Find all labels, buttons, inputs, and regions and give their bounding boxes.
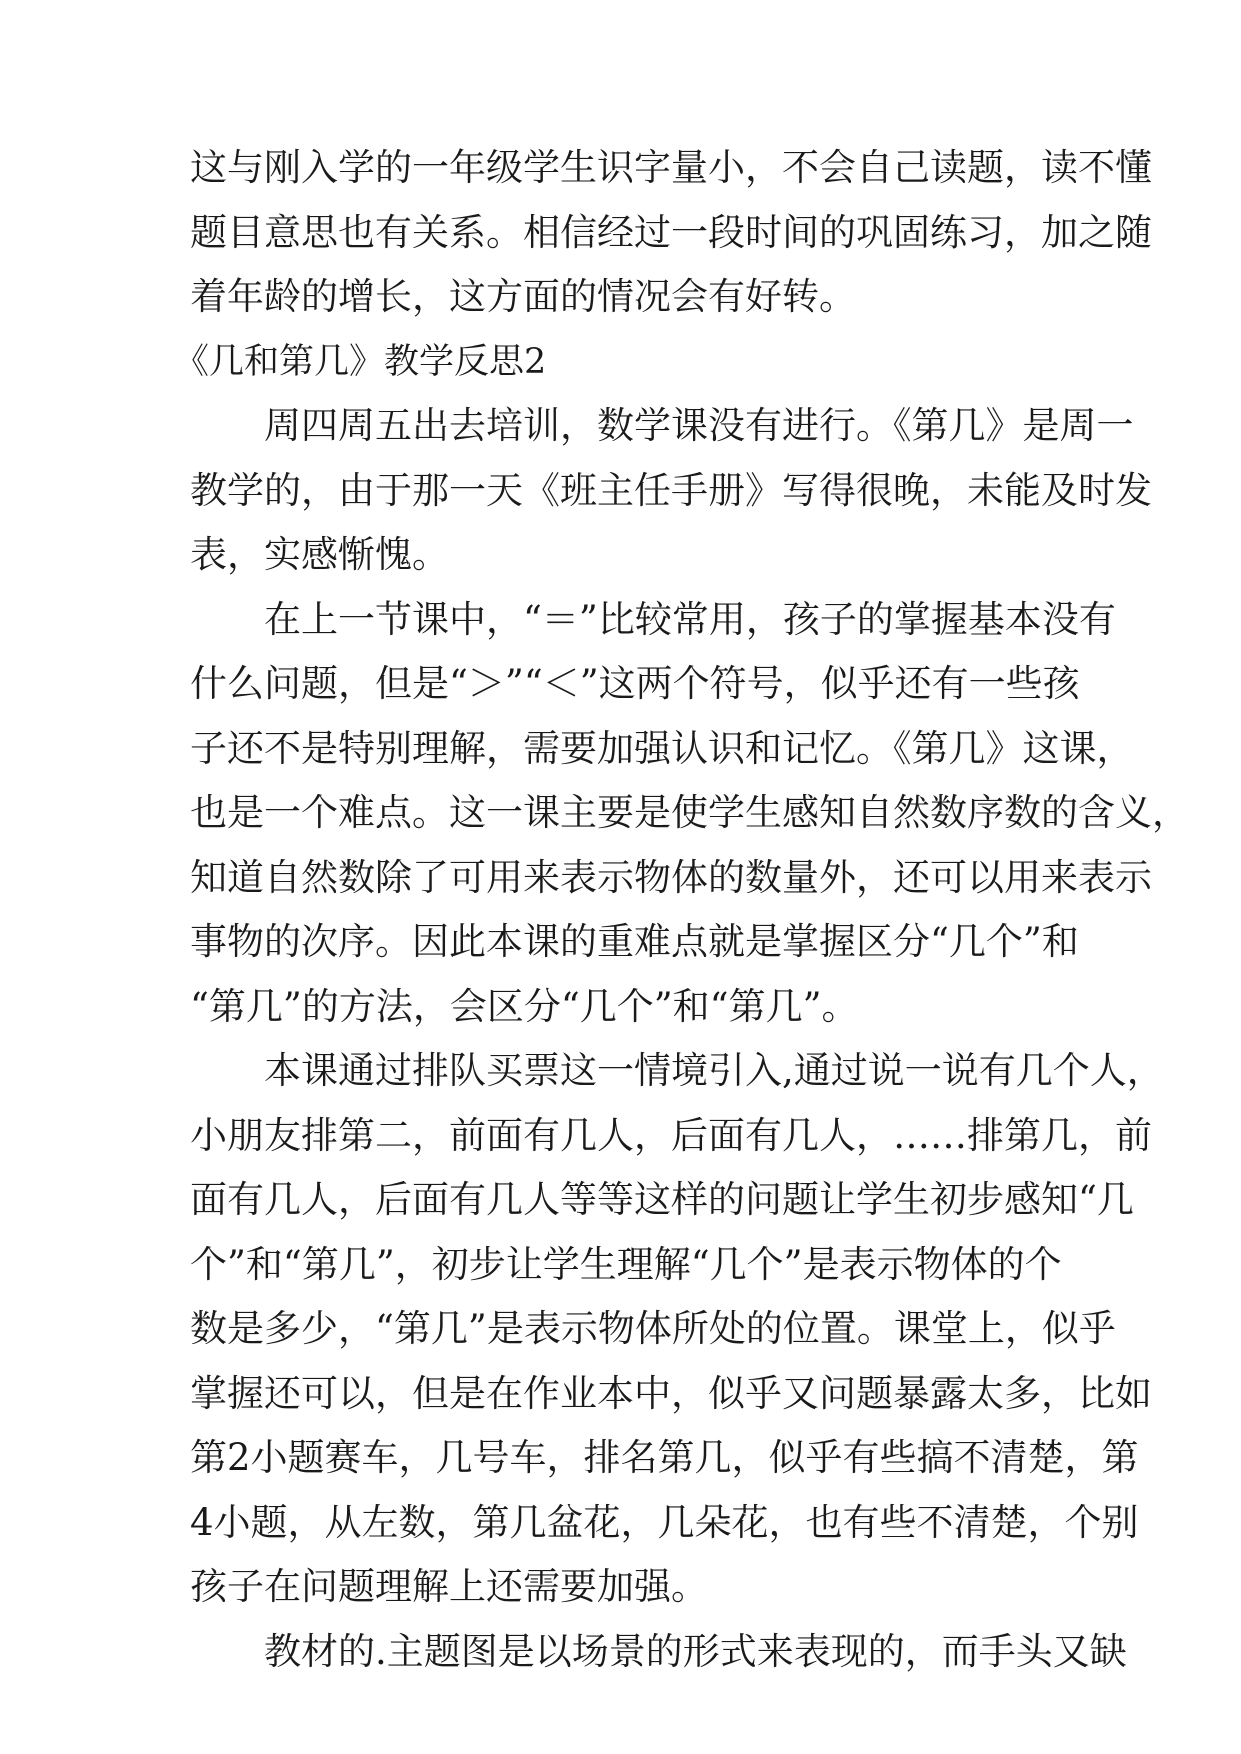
text-line <box>0 911 1241 973</box>
heading-text: 《几和第几》教学反思2 <box>174 341 547 382</box>
line-text: 数是多少，“第几”是表示物体所处的位置。课堂上，似乎 <box>190 1307 1116 1350</box>
line-text: 子还不是特别理解，需要加强认识和记忆。《第几》这课， <box>190 726 1134 770</box>
text-line <box>0 589 1241 651</box>
line-text: 面有几人，后面有几人等等这样的问题让学生初步感知“几 <box>190 1178 1134 1221</box>
line-text: 教学的，由于那一天《班主任手册》写得很晚，未能及时发 <box>190 468 1152 512</box>
line-text: 事物的次序。因此本课的重难点就是掌握区分“几个”和 <box>190 920 1079 963</box>
text-line <box>0 395 1241 457</box>
text-line <box>0 1363 1241 1425</box>
line-text: 掌握还可以，但是在作业本中，似乎又问题暴露太多，比如 <box>190 1371 1152 1415</box>
line-text: 第2小题赛车，几号车，排名第几，似乎有些搞不清楚，第 <box>190 1436 1139 1479</box>
line-text: “第几”的方法，会区分“几个”和“第几”。 <box>190 984 859 1028</box>
line-text: 什么问题，但是“＞”“＜”这两个符号，似乎还有一些孩 <box>190 662 1080 705</box>
text-line <box>0 1040 1241 1102</box>
line-text: 知道自然数除了可用来表示物体的数量外，还可以用来表示 <box>190 855 1152 899</box>
line-text: 周四周五出去培训，数学课没有进行。《第几》是周一 <box>264 404 1134 447</box>
line-text: 孩子在问题理解上还需要加强。 <box>190 1565 708 1608</box>
line-text: 表，实感惭愧。 <box>190 533 449 576</box>
section-heading <box>0 331 1241 393</box>
text-line <box>0 1556 1241 1618</box>
line-text: 也是一个难点。这一课主要是使学生感知自然数序数的含义， <box>190 791 1189 834</box>
text-line <box>0 1427 1241 1489</box>
line-text: 着年龄的增长，这方面的情况会有好转。 <box>190 275 856 318</box>
text-line <box>0 1169 1241 1231</box>
text-line <box>0 718 1241 780</box>
text-line <box>0 460 1241 522</box>
text-line <box>0 202 1241 264</box>
text-line <box>0 1234 1241 1296</box>
line-text: 个”和“第几”，初步让学生理解“几个”是表示物体的个 <box>190 1242 1062 1286</box>
text-line <box>0 653 1241 715</box>
line-text: 本课通过排队买票这一情境引入,通过说一说有几个人， <box>264 1049 1164 1092</box>
line-text: 在上一节课中，“＝”比较常用，孩子的掌握基本没有 <box>264 597 1116 641</box>
text-line <box>0 847 1241 909</box>
line-text: 小朋友排第二，前面有几人，后面有几人，……排第几，前 <box>190 1113 1152 1157</box>
line-text: 4小题，从左数，第几盆花，几朵花，也有些不清楚，个别 <box>190 1500 1139 1544</box>
line-text: 题目意思也有关系。相信经过一段时间的巩固练习，加之随 <box>190 210 1152 254</box>
text-line <box>0 1298 1241 1360</box>
text-line <box>0 266 1241 328</box>
text-line <box>0 782 1241 844</box>
line-text: 教材的.主题图是以场景的形式来表现的，而手头又缺 <box>264 1629 1127 1673</box>
text-line <box>0 1492 1241 1554</box>
text-line <box>0 1621 1241 1683</box>
text-line <box>0 137 1241 199</box>
line-text: 这与刚入学的一年级学生识字量小，不会自己读题，读不懂 <box>190 146 1152 189</box>
text-line <box>0 976 1241 1038</box>
text-line <box>0 1105 1241 1167</box>
text-line <box>0 524 1241 586</box>
